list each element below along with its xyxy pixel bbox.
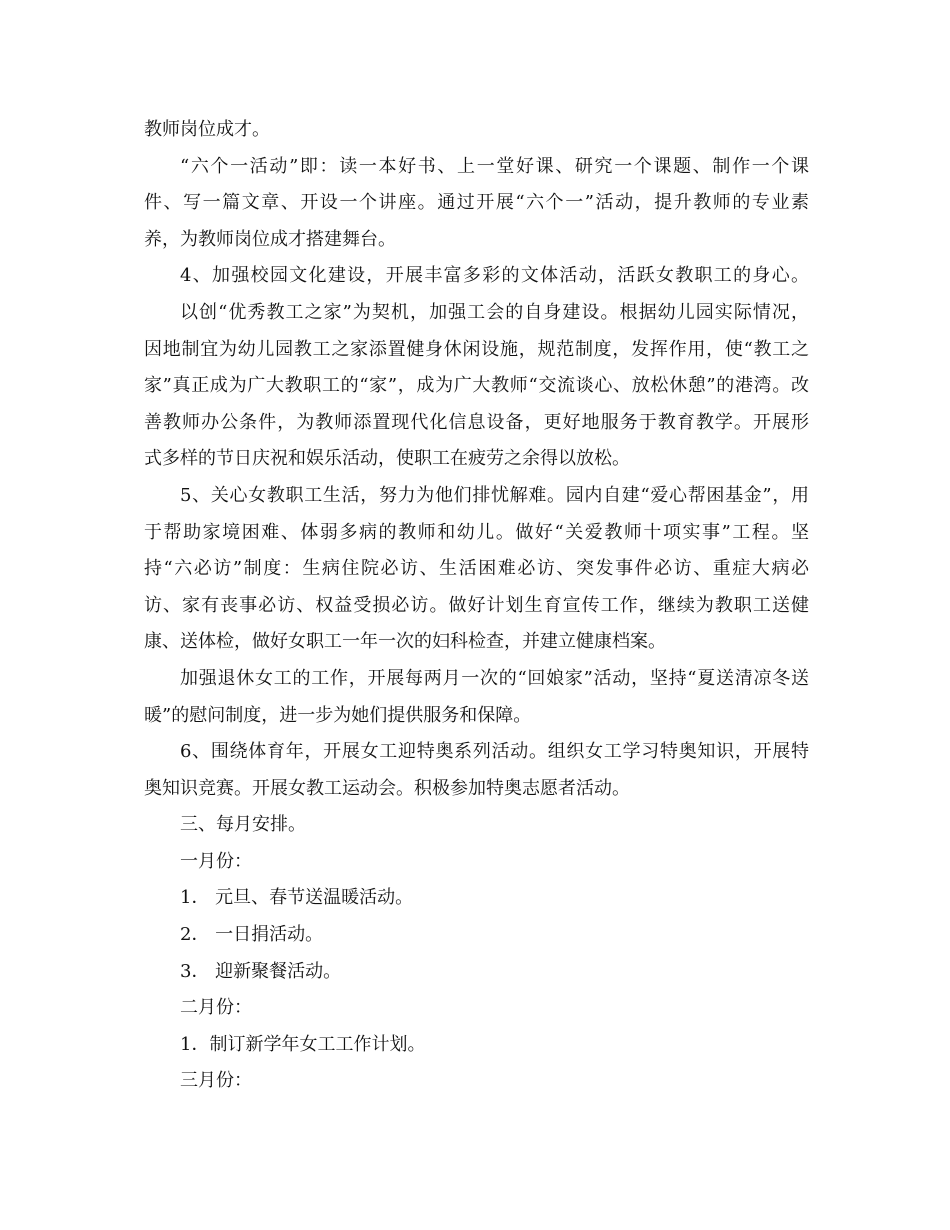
text-line: 式多样的节日庆祝和娱乐活动，使职工在疲劳之余得以放松。 [144, 448, 630, 470]
text-line: 4、加强校园文化建设，开展丰富多彩的文体活动，活跃女教职工的身心。 [180, 265, 809, 287]
text-line: 加强退休女工的工作，开展每两月一次的“回娘家”活动，坚持“夏送清凉冬送 [180, 667, 809, 689]
text-line: 养，为教师岗位成才搭建舞台。 [144, 228, 396, 250]
list-item: 1． 元旦、春节送温暖活动。 [180, 887, 414, 909]
text-line: 件、写一篇文章、开设一个讲座。通过开展“六个一”活动，提升教师的专业素 [144, 192, 809, 214]
document-body [144, 112, 809, 1100]
month-heading: 一月份： [180, 850, 252, 872]
month-heading: 二月份： [180, 997, 252, 1019]
month-heading: 三月份： [180, 1070, 252, 1092]
text-line: 6、围绕体育年，开展女工迎特奥系列活动。组织女工学习特奥知识，开展特 [180, 741, 809, 763]
text-line: 因地制宜为幼儿园教工之家添置健身休闲设施，规范制度，发挥作用，使“教工之 [144, 338, 809, 360]
text-line: 5、关心女教职工生活，努力为他们排忧解难。园内自建“爱心帮困基金”，用 [180, 484, 809, 506]
text-line: 奥知识竞赛。开展女教工运动会。积极参加特奥志愿者活动。 [144, 777, 630, 799]
text-line: 以创“优秀教工之家”为契机，加强工会的自身建设。根据幼儿园实际情况， [180, 301, 809, 323]
list-item: 3． 迎新聚餐活动。 [180, 960, 342, 982]
list-item: 1．制订新学年女工工作计划。 [180, 1033, 426, 1055]
list-item: 2． 一日捐活动。 [180, 924, 324, 946]
text-line: 善教师办公条件，为教师添置现代化信息设备，更好地服务于教育教学。开展形 [144, 411, 809, 433]
section-heading: 三、每月安排。 [180, 814, 306, 836]
text-line: 教师岗位成才。 [144, 119, 270, 140]
text-line: 暖”的慰问制度，进一步为她们提供服务和保障。 [144, 704, 532, 726]
text-line: 于帮助家境困难、体弱多病的教师和幼儿。做好“关爱教师十项实事”工程。坚 [144, 521, 809, 543]
text-line: 家”真正成为广大教职工的“家”，成为广大教师“交流谈心、放松休憩”的港湾。改 [144, 375, 809, 397]
text-line: “六个一活动”即：读一本好书、上一堂好课、研究一个课题、制作一个课 [180, 155, 809, 177]
text-line: 康、送体检，做好女职工一年一次的妇科检查，并建立健康档案。 [144, 631, 666, 653]
text-line: 持“六必访”制度：生病住院必访、生活困难必访、突发事件必访、重症大病必 [144, 558, 809, 580]
text-line: 访、家有丧事必访、权益受损必访。做好计划生育宣传工作，继续为教职工送健 [144, 594, 809, 616]
